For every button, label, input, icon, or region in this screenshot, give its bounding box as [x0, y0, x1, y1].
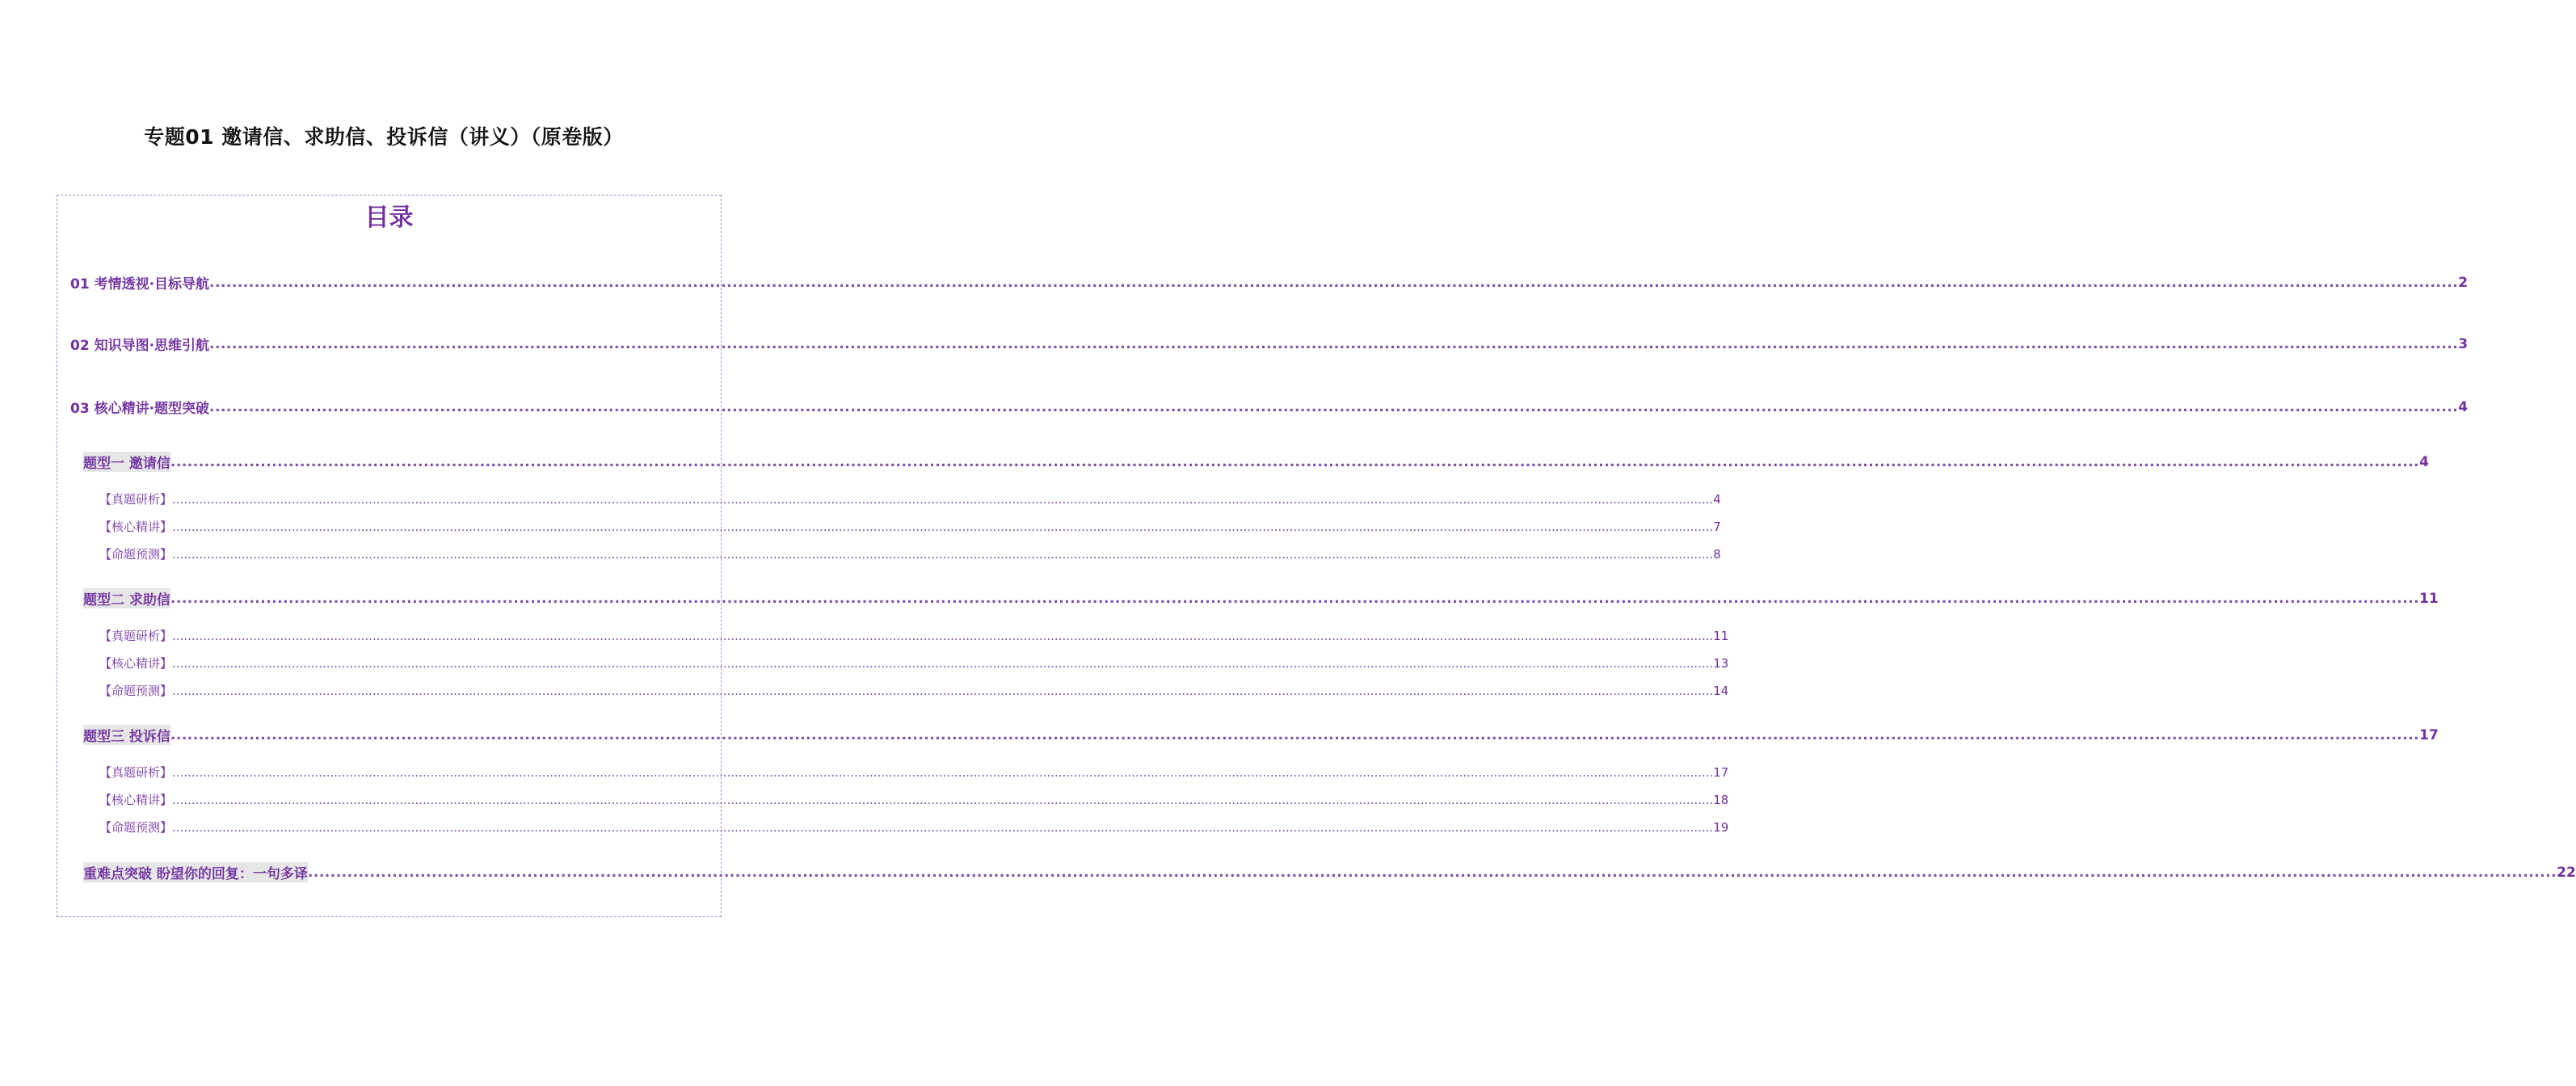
toc-page-number: 2: [2458, 274, 2469, 291]
toc-entry-label: 【真题研析】: [99, 765, 173, 780]
toc-entry-sub[interactable]: [99, 819, 1729, 836]
toc-entry-label: 题型一 邀请信: [83, 452, 170, 472]
toc-leader: ................................................................................................................................................................................................................................................................................................................................................................................................................: [172, 546, 1714, 562]
toc-page-number: 8: [1713, 546, 1721, 562]
toc-leader: ................................................................................................................................................................................................................................................................................................................................................................................................................: [172, 792, 1714, 807]
toc-entry-label: 02 知识导图·思维引航: [70, 338, 210, 354]
toc-entry-label: 题型三 投诉信: [83, 725, 170, 745]
toc-entry-sub[interactable]: [99, 764, 1729, 781]
toc-entry-mind-map[interactable]: [70, 334, 2469, 354]
toc-leader: ................................................................................................................................................................................................................................................................................................................................................................................................................: [172, 628, 1714, 643]
toc-entry-sub[interactable]: [99, 655, 1729, 671]
toc-leader: ................................................................................................................................................................................................................................................................................................................................................................................................................: [307, 864, 2557, 881]
toc-leader: ................................................................................................................................................................................................................................................................................................................................................................................................................: [170, 453, 2420, 470]
toc-entry-label: 【真题研析】: [99, 492, 173, 507]
toc-entry-label: 【命题预测】: [99, 820, 173, 835]
toc-leader: ................................................................................................................................................................................................................................................................................................................................................................................................................: [172, 819, 1714, 835]
toc-entry-sub[interactable]: [99, 518, 1721, 535]
toc-page-number: 4: [2458, 398, 2469, 415]
toc-page-number: 11: [1713, 628, 1729, 643]
toc-page-number: 22: [2557, 864, 2576, 881]
toc-entry-label: 【核心精讲】: [99, 656, 173, 671]
toc-page-number: 4: [1713, 491, 1721, 507]
toc-entry-core-lecture[interactable]: [70, 397, 2469, 417]
toc-leader: ................................................................................................................................................................................................................................................................................................................................................................................................................: [170, 726, 2420, 743]
toc-entry-type-one[interactable]: [83, 452, 2429, 472]
toc-leader: ................................................................................................................................................................................................................................................................................................................................................................................................................: [172, 491, 1714, 507]
document-title: 专题01 邀请信、求助信、投诉信（讲义）（原卷版）: [144, 125, 624, 149]
toc-leader: ................................................................................................................................................................................................................................................................................................................................................................................................................: [209, 274, 2459, 291]
toc-entry-label: 【真题研析】: [99, 629, 173, 643]
toc-leader: ................................................................................................................................................................................................................................................................................................................................................................................................................: [172, 764, 1714, 780]
toc-entry-sub[interactable]: [99, 791, 1729, 808]
toc-entry-sub[interactable]: [99, 627, 1729, 644]
toc-entry-label: 03 核心精讲·题型突破: [70, 401, 210, 417]
toc-entry-label: 【命题预测】: [99, 547, 173, 562]
toc-entry-type-three[interactable]: [83, 725, 2439, 745]
toc-page-number: 3: [2458, 335, 2469, 352]
toc-entry-label: 重难点突破 盼望你的回复：一句多译: [83, 862, 308, 882]
table-of-contents: [57, 195, 2576, 917]
toc-page-number: 13: [1713, 655, 1729, 671]
toc-entry-label: 【命题预测】: [99, 684, 173, 698]
toc-entry-label: 【核心精讲】: [99, 520, 173, 534]
toc-entry-type-two[interactable]: [83, 588, 2439, 608]
toc-entry-label: 【核心精讲】: [99, 793, 173, 807]
toc-page-number: 4: [2419, 453, 2429, 470]
toc-page-number: 18: [1713, 792, 1729, 807]
toc-page-number: 14: [1713, 683, 1729, 698]
toc-page-number: 17: [1713, 764, 1729, 780]
toc-leader: ................................................................................................................................................................................................................................................................................................................................................................................................................: [170, 590, 2420, 607]
toc-leader: ................................................................................................................................................................................................................................................................................................................................................................................................................: [209, 398, 2459, 415]
toc-entry-sub[interactable]: [99, 545, 1721, 562]
toc-leader: ................................................................................................................................................................................................................................................................................................................................................................................................................: [209, 335, 2459, 352]
toc-page-number: 17: [2419, 726, 2439, 743]
toc-page-number: 19: [1713, 819, 1729, 835]
toc-leader: ................................................................................................................................................................................................................................................................................................................................................................................................................: [172, 519, 1714, 534]
toc-entry-label: 题型二 求助信: [83, 588, 170, 608]
toc-page-number: 7: [1713, 519, 1721, 534]
toc-entry-sub[interactable]: [99, 490, 1721, 507]
toc-leader: ................................................................................................................................................................................................................................................................................................................................................................................................................: [172, 655, 1714, 671]
toc-entry-sub[interactable]: [99, 682, 1729, 699]
toc-heading: 目录: [364, 204, 414, 232]
toc-entry-exam-overview[interactable]: [70, 272, 2469, 293]
toc-entry-key-breakthrough[interactable]: [83, 862, 2576, 882]
toc-page-number: 11: [2419, 590, 2439, 607]
toc-entry-label: 01 考情透视·目标导航: [70, 276, 210, 293]
toc-leader: ................................................................................................................................................................................................................................................................................................................................................................................................................: [172, 683, 1714, 698]
